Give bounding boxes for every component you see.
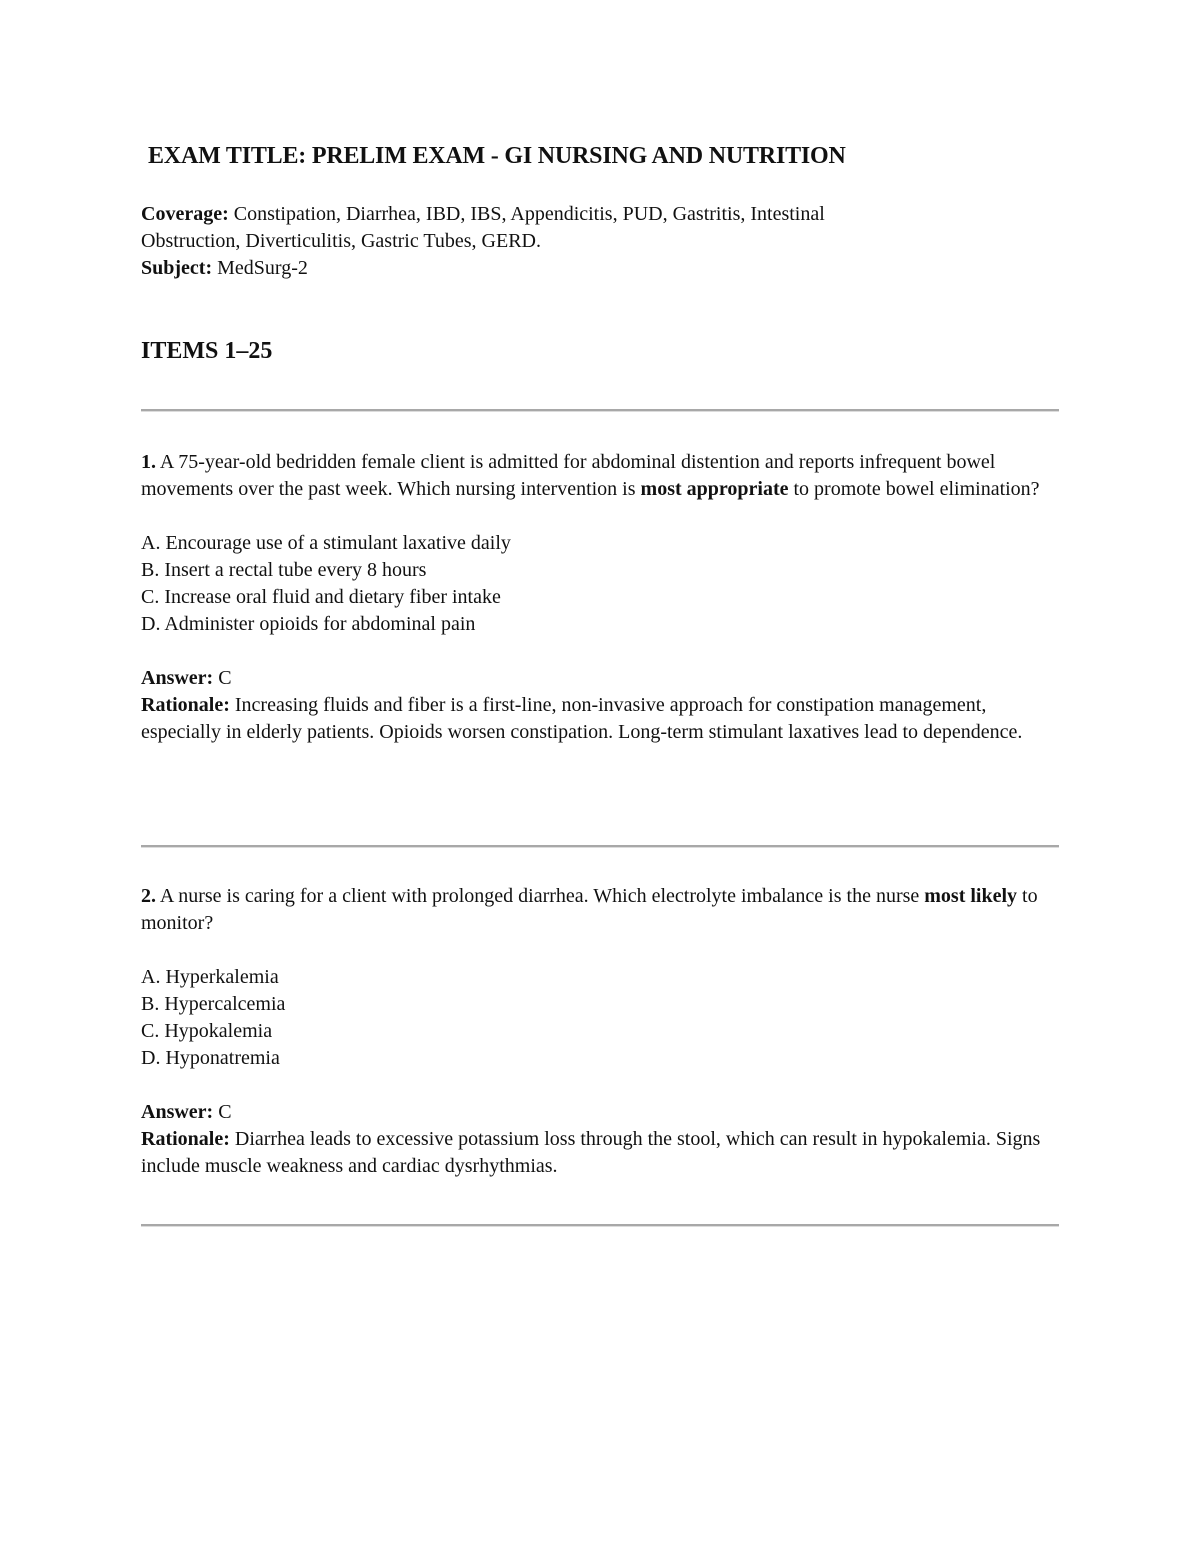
coverage-line (141, 201, 1041, 228)
subject-label: Subject: (141, 257, 213, 279)
question-1-answer (141, 665, 1041, 692)
subject-line (141, 255, 1041, 282)
coverage-label: Coverage: (141, 203, 229, 225)
question-1-option-b: B. Insert a rectal tube every 8 hours (141, 559, 427, 581)
question-1-option-c: C. Increase oral fluid and dietary fiber intake (141, 586, 501, 608)
answer-label: Answer: (141, 667, 214, 689)
items-heading: ITEMS 1–25 (141, 338, 273, 364)
divider-2 (141, 845, 1059, 848)
exam-meta (141, 201, 1041, 282)
question-1-number: 1. (141, 451, 156, 473)
divider-3 (141, 1224, 1059, 1227)
rationale-text: Diarrhea leads to excessive potassium loss through the stool, which can result in hypokalemia. Signs include muscle weakness and cardiac dysrhythmias. (141, 1128, 1041, 1177)
question-1-option-a: A. Encourage use of a stimulant laxative daily (141, 532, 511, 554)
question-1-rationale (141, 692, 1041, 746)
question-1-emphasis: most appropriate (640, 478, 789, 500)
question-2-emphasis: most likely (924, 885, 1018, 907)
answer-label: Answer: (141, 1101, 214, 1123)
rationale-label: Rationale: (141, 694, 230, 716)
question-2-option-d: D. Hyponatremia (141, 1047, 280, 1069)
question-2-answer (141, 1099, 1041, 1126)
question-1-options (141, 530, 1041, 638)
question-1-option-d: D. Administer opioids for abdominal pain (141, 613, 476, 635)
question-2-option-a: A. Hyperkalemia (141, 966, 279, 988)
divider-1 (141, 409, 1059, 412)
rationale-text: Increasing fluids and fiber is a first-line, non-invasive approach for constipation management, especially in elderly patients. Opioids worsen constipation. Long-term stimulant laxatives lead to dependence. (141, 694, 1023, 743)
rationale-label: Rationale: (141, 1128, 230, 1150)
question-2-number: 2. (141, 885, 156, 907)
exam-title: EXAM TITLE: PRELIM EXAM - GI NURSING AND NUTRITION (148, 143, 846, 169)
coverage-value-line1: Constipation, Diarrhea, IBD, IBS, Appendicitis, PUD, Gastritis, Intestinal (228, 203, 825, 225)
coverage-line-2: Obstruction, Diverticulitis, Gastric Tubes, GERD. (141, 230, 541, 252)
question-2 (141, 883, 1041, 1180)
question-2-rationale (141, 1126, 1041, 1180)
question-2-options (141, 964, 1041, 1072)
question-1-stem: 1. A 75-year-old bedridden female client is admitted for abdominal distention and reports infrequent bowel movements over the past week. Which nursing intervention is most appropriate to promote bowel elimination? (141, 451, 1040, 500)
question-2-stem: 2. A nurse is caring for a client with prolonged diarrhea. Which electrolyte imbalance is the nurse most likely to monitor? (141, 885, 1038, 934)
question-2-option-c: C. Hypokalemia (141, 1020, 273, 1042)
answer-value: C (213, 667, 232, 689)
answer-value: C (213, 1101, 232, 1123)
subject-value: MedSurg-2 (212, 257, 308, 279)
question-1 (141, 449, 1041, 746)
question-2-option-b: B. Hypercalcemia (141, 993, 286, 1015)
